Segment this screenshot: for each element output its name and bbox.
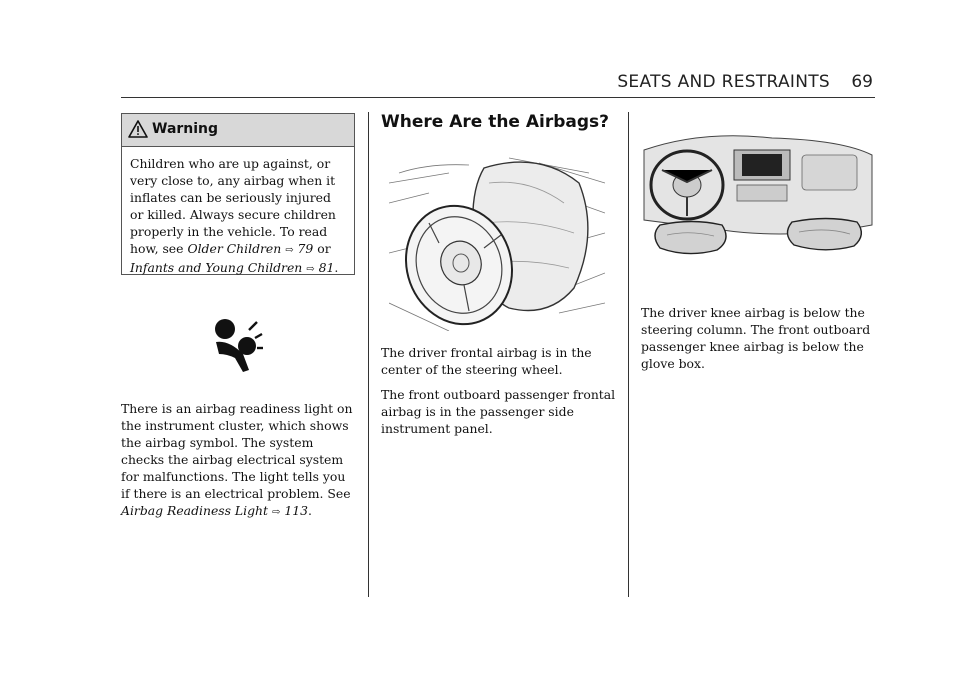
readiness-period: . <box>307 503 312 518</box>
link-older-children-page[interactable]: 79 <box>297 241 314 256</box>
link-airbag-readiness-light-page[interactable]: 113 <box>284 503 308 518</box>
middle-text <box>381 344 616 445</box>
page-number: 69 <box>851 72 873 92</box>
link-infants[interactable]: Infants and Young Children <box>130 260 303 275</box>
section-heading: Where Are the Airbags? <box>381 112 610 132</box>
warning-box <box>121 113 355 275</box>
passenger-airbag-paragraph: The front outboard passenger frontal airbag is in the passenger side instrument panel. <box>381 387 616 436</box>
column-divider-2 <box>628 112 629 597</box>
section-title: SEATS AND RESTRAINTS <box>617 72 830 92</box>
right-text <box>641 304 876 380</box>
link-airbag-readiness-light[interactable]: Airbag Readiness Light <box>121 503 269 518</box>
readiness-paragraph <box>121 400 356 521</box>
airbag-readiness-symbol-icon <box>213 318 263 373</box>
knee-airbag-figure <box>642 130 874 275</box>
warning-or: or <box>317 241 331 256</box>
readiness-text: There is an airbag readiness light on the instrument cluster, which shows the airbag symbol. The system checks the airbag electrical system for malfunctions. The light tells you if there is an electrical problem. See <box>121 401 353 501</box>
warning-body <box>122 147 354 278</box>
warning-text: Children who are up against, or very close to, any airbag when it inflates can be seriously injured or killed. Always secure children properly in the vehicle. To read how, see <box>130 156 336 256</box>
warning-triangle-icon <box>128 120 148 138</box>
knee-airbag-paragraph: The driver knee airbag is below the steering column. The front outboard passenger knee airbag is below the glove box. <box>641 305 871 371</box>
steering-wheel-airbag-figure <box>389 153 605 331</box>
page-header <box>121 72 875 98</box>
link-older-children[interactable]: Older Children <box>187 241 282 256</box>
link-infants-page[interactable]: 81 <box>318 260 335 275</box>
warning-period: . <box>334 260 339 275</box>
page-ref-icon: ⇨ <box>306 264 315 275</box>
page-ref-icon: ⇨ <box>271 507 281 518</box>
page-ref-icon: ⇨ <box>285 245 294 256</box>
driver-airbag-paragraph: The driver frontal airbag is in the center of the steering wheel. <box>381 345 592 377</box>
column-divider-1 <box>368 112 369 597</box>
warning-title: Warning <box>152 121 219 137</box>
warning-header <box>122 114 354 147</box>
